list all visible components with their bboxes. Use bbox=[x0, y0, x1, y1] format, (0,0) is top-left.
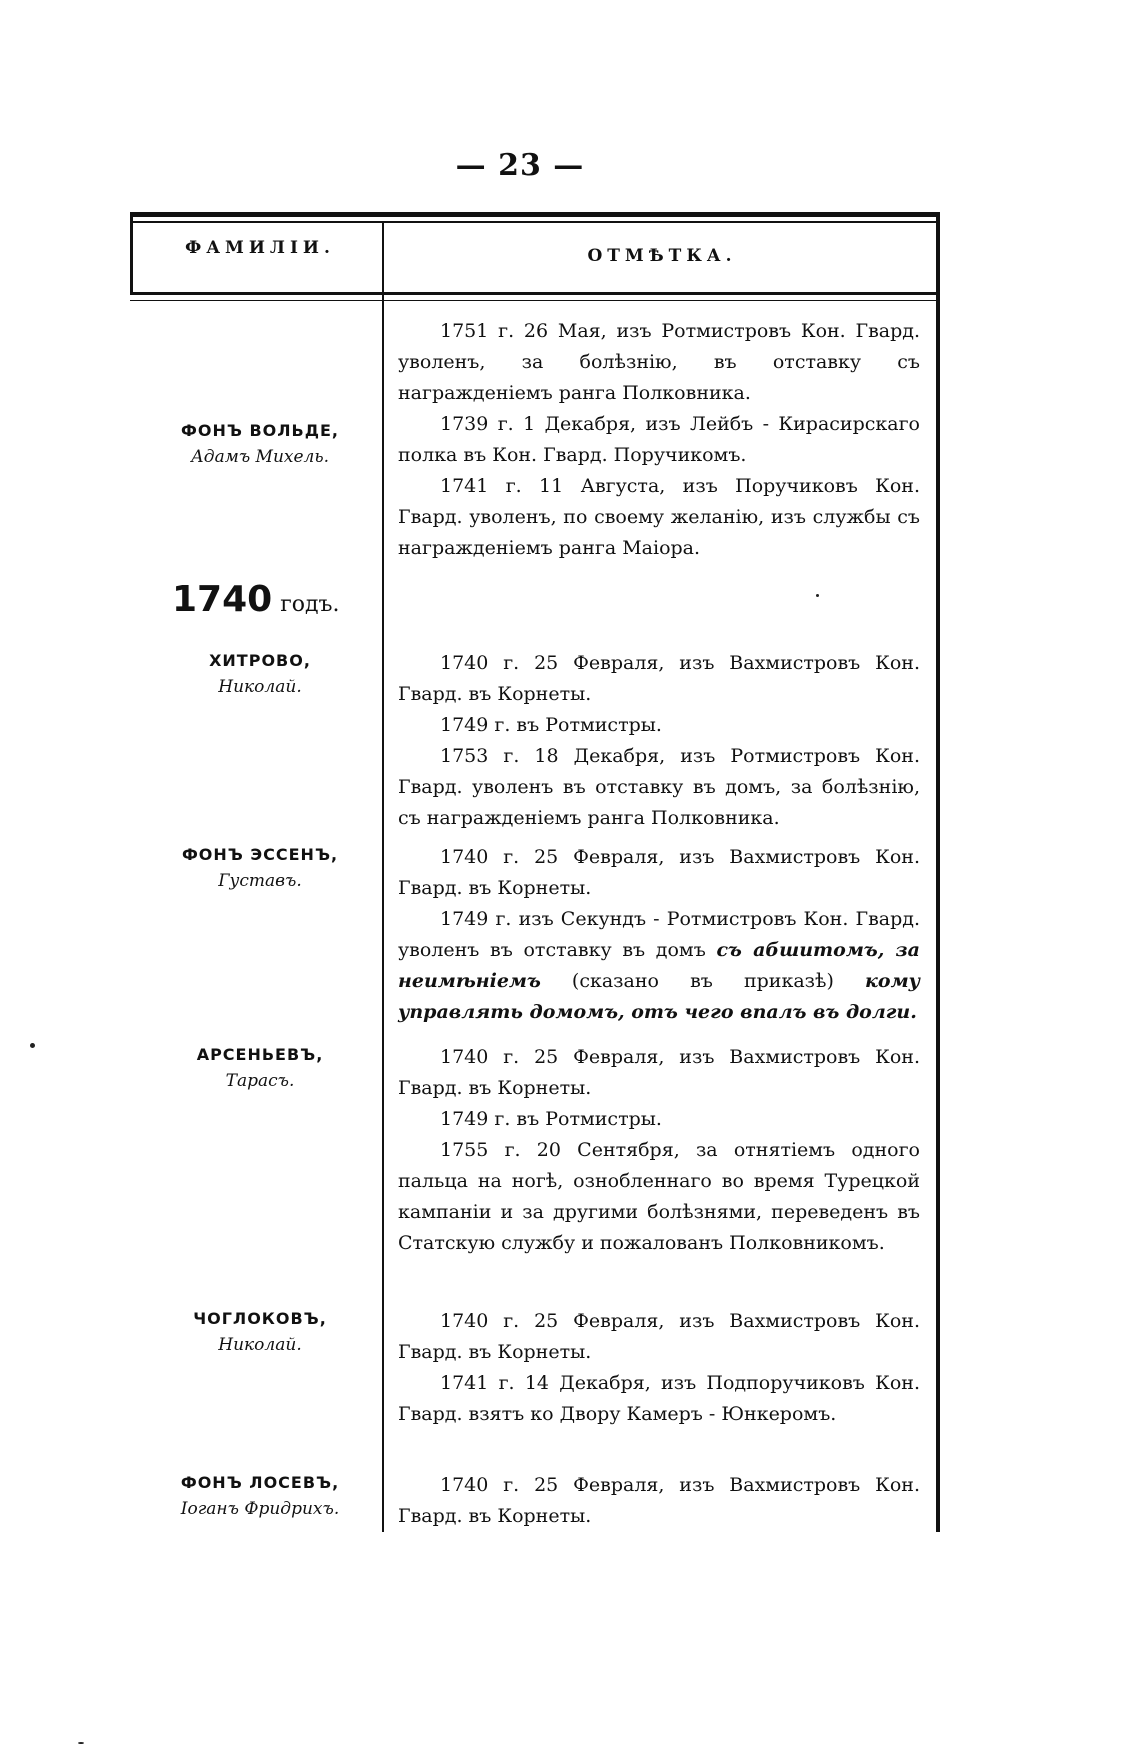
table-left-rule bbox=[130, 212, 133, 294]
year-heading-word: годъ. bbox=[280, 592, 340, 617]
note-line: 1755 г. 20 Сентября, за отнятіемъ одного пальца на ногѣ, ознобленнаго во время Турецкой кампаніи и за другими болѣзнями, переведенъ въ Статскую службу и пожалованъ Полковникомъ. bbox=[398, 1139, 920, 1254]
table-top-rule bbox=[130, 212, 940, 217]
given-name: Тарасъ. bbox=[225, 1071, 295, 1091]
surname: ФОНЪ ЛОСЕВЪ, bbox=[180, 1473, 340, 1492]
header-rule bbox=[130, 292, 940, 295]
note-line bbox=[398, 904, 920, 1028]
note-line: 1749 г. въ Ротмистры. bbox=[440, 1108, 662, 1130]
page-number: — 23 — bbox=[455, 148, 585, 183]
note-line: 1751 г. 26 Мая, изъ Ротмистровъ Кон. Гвард. уволенъ, за болѣзнію, въ отставку съ награжденіемъ ранга Полковника. bbox=[398, 320, 920, 404]
header-rule-thin bbox=[130, 300, 940, 301]
entry-notes bbox=[398, 1470, 920, 1532]
note-line: 1740 г. 25 Февраля, изъ Вахмистровъ Кон. Гвард. въ Корнеты. bbox=[398, 652, 920, 705]
year-heading-number: 1740 bbox=[172, 579, 273, 620]
entry-notes bbox=[398, 1306, 920, 1430]
table-right-rule bbox=[936, 212, 940, 1532]
year-heading bbox=[172, 580, 392, 626]
entry-name bbox=[140, 1042, 380, 1094]
given-name: Николай. bbox=[218, 1335, 302, 1355]
note-text: (сказано въ приказѣ) bbox=[540, 970, 866, 992]
entry-name bbox=[140, 418, 380, 470]
entry-name bbox=[140, 648, 380, 700]
note-line: 1741 г. 11 Августа, изъ Поручиковъ Кон. Гвард. уволенъ, по своему желанію, изъ службы съ награжденіемъ ранга Маіора. bbox=[398, 475, 920, 559]
note-line: 1753 г. 18 Декабря, изъ Ротмистровъ Кон. Гвард. уволенъ въ отставку въ домъ, за болѣзнію, съ награжденіемъ ранга Полковника. bbox=[398, 745, 920, 829]
given-name: Іоганъ Фридрихъ. bbox=[180, 1499, 340, 1519]
surname: ХИТРОВО, bbox=[209, 651, 311, 670]
entry-notes bbox=[398, 1042, 920, 1259]
note-line: 1739 г. 1 Декабря, изъ Лейбъ - Кирасирскаго полка въ Кон. Гвард. Поручикомъ. bbox=[398, 413, 920, 466]
surname: АРСЕНЬЕВЪ, bbox=[196, 1045, 324, 1064]
note-line: 1740 г. 25 Февраля, изъ Вахмистровъ Кон. Гвард. въ Корнеты. bbox=[398, 1474, 920, 1527]
note-line: 1740 г. 25 Февраля, изъ Вахмистровъ Кон. Гвард. въ Корнеты. bbox=[398, 1046, 920, 1099]
note-italic-text: съ абшитомъ, за неимѣніемъ bbox=[398, 939, 920, 992]
column-header-names: ФАМИЛІИ. bbox=[185, 238, 335, 258]
surname: ФОНЪ ЭССЕНЪ, bbox=[181, 845, 339, 864]
note-line: 1741 г. 14 Декабря, изъ Подпоручиковъ Кон. Гвард. взятъ ко Двору Камеръ - Юнкеромъ. bbox=[398, 1372, 920, 1425]
column-divider bbox=[382, 223, 384, 1532]
entry-notes bbox=[398, 648, 920, 834]
note-line: 1749 г. въ Ротмистры. bbox=[440, 714, 662, 736]
given-name: Николай. bbox=[218, 677, 302, 697]
entry-name bbox=[140, 842, 380, 894]
note-text: 1749 г. изъ Секундъ - Ротмистровъ Кон. Гвард. уволенъ въ отставку въ домъ bbox=[398, 908, 920, 961]
scan-speck bbox=[30, 1043, 35, 1048]
surname: ФОНЪ ВОЛЬДЕ, bbox=[181, 421, 339, 440]
note-line: 1740 г. 25 Февраля, изъ Вахмистровъ Кон. Гвард. въ Корнеты. bbox=[398, 846, 920, 899]
table-top-rule-thin bbox=[130, 221, 940, 223]
entry-name bbox=[140, 1306, 380, 1358]
note-italic-text: кому управлять домомъ, отъ чего впалъ въ долги. bbox=[398, 970, 920, 1023]
surname: ЧОГЛОКОВЪ, bbox=[193, 1309, 327, 1328]
note-line: 1740 г. 25 Февраля, изъ Вахмистровъ Кон. Гвард. въ Корнеты. bbox=[398, 1310, 920, 1363]
entry-notes bbox=[398, 316, 920, 564]
column-header-notes: ОТМѢТКА. bbox=[587, 246, 737, 266]
entry-name bbox=[140, 1470, 380, 1522]
scan-speck bbox=[816, 594, 819, 597]
scan-speck bbox=[78, 1742, 84, 1744]
given-name: Густавъ. bbox=[218, 871, 302, 891]
entry-notes bbox=[398, 842, 920, 1028]
given-name: Адамъ Михель. bbox=[190, 447, 330, 467]
